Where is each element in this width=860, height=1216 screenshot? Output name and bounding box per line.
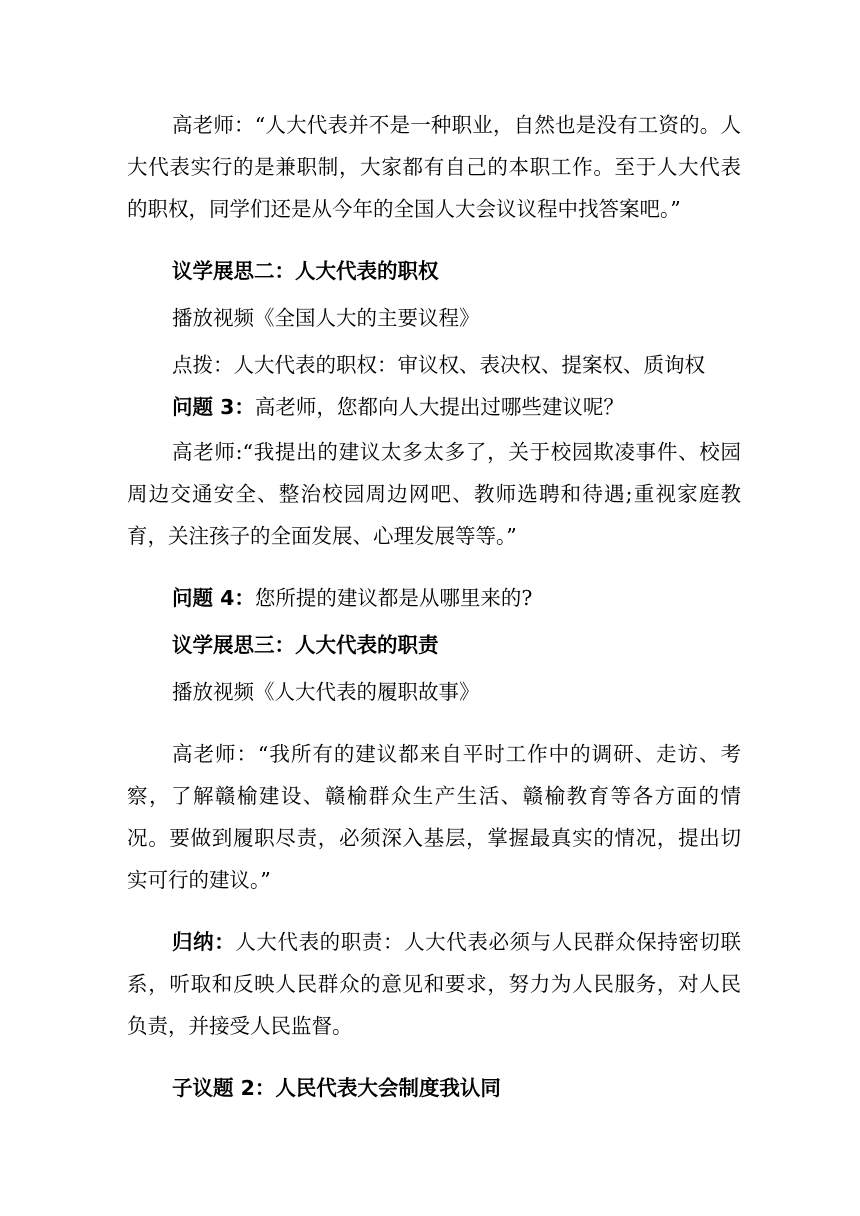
question-3-label: 问题 3： [172, 395, 255, 419]
teacher-reply-paragraph-2: 高老师:“我提出的建议太多太多了，关于校园欺凌事件、校园周边交通安全、整治校园周边网吧、教师选聘和待遇;重视家庭教育，关注孩子的全面发展、心理发展等等。” [127, 440, 741, 548]
summary-paragraph [127, 921, 741, 1047]
hint-line: 点拨：人大代表的职权：审议权、表决权、提案权、质询权 [172, 353, 705, 377]
section-heading-2: 议学展思二：人大代表的职权 [172, 259, 439, 283]
question-4-text: 您所提的建议都是从哪里来的? [254, 586, 533, 610]
question-3-text: 高老师，您都向人大提出过哪些建议呢？ [254, 395, 624, 419]
video-line-2: 播放视频《人大代表的履职故事》 [172, 680, 480, 704]
question-4-label: 问题 4： [172, 586, 255, 610]
teacher-reply-paragraph-1: 高老师：“人大代表并不是一种职业，自然也是没有工资的。人大代表实行的是兼职制，大家都有自己的本职工作。至于人大代表的职权，同学们还是从今年的全国人大会议议程中找答案吧。” [127, 113, 741, 221]
summary-label: 归纳： [172, 930, 236, 954]
section-heading-3: 议学展思三：人大代表的职责 [172, 633, 439, 657]
question-3 [127, 386, 741, 428]
question-4 [127, 577, 741, 619]
sub-topic-heading: 子议题 2：人民代表大会制度我认同 [172, 1076, 501, 1100]
summary-text: 人大代表的职责：人大代表必须与人民群众保持密切联系，听取和反映人民群众的意见和要求，努力为人民服务，对人民负责，并接受人民监督。 [127, 930, 742, 1038]
document-body [127, 104, 741, 1109]
video-line-1: 播放视频《全国人大的主要议程》 [172, 306, 480, 330]
teacher-reply-paragraph-3: 高老师：“我所有的建议都来自平时工作中的调研、走访、考察，了解赣榆建设、赣榆群众生产生活、赣榆教育等各方面的情况。要做到履职尽责，必须深入基层，掌握最真实的情况，提出切实可行的建议。” [127, 742, 741, 892]
